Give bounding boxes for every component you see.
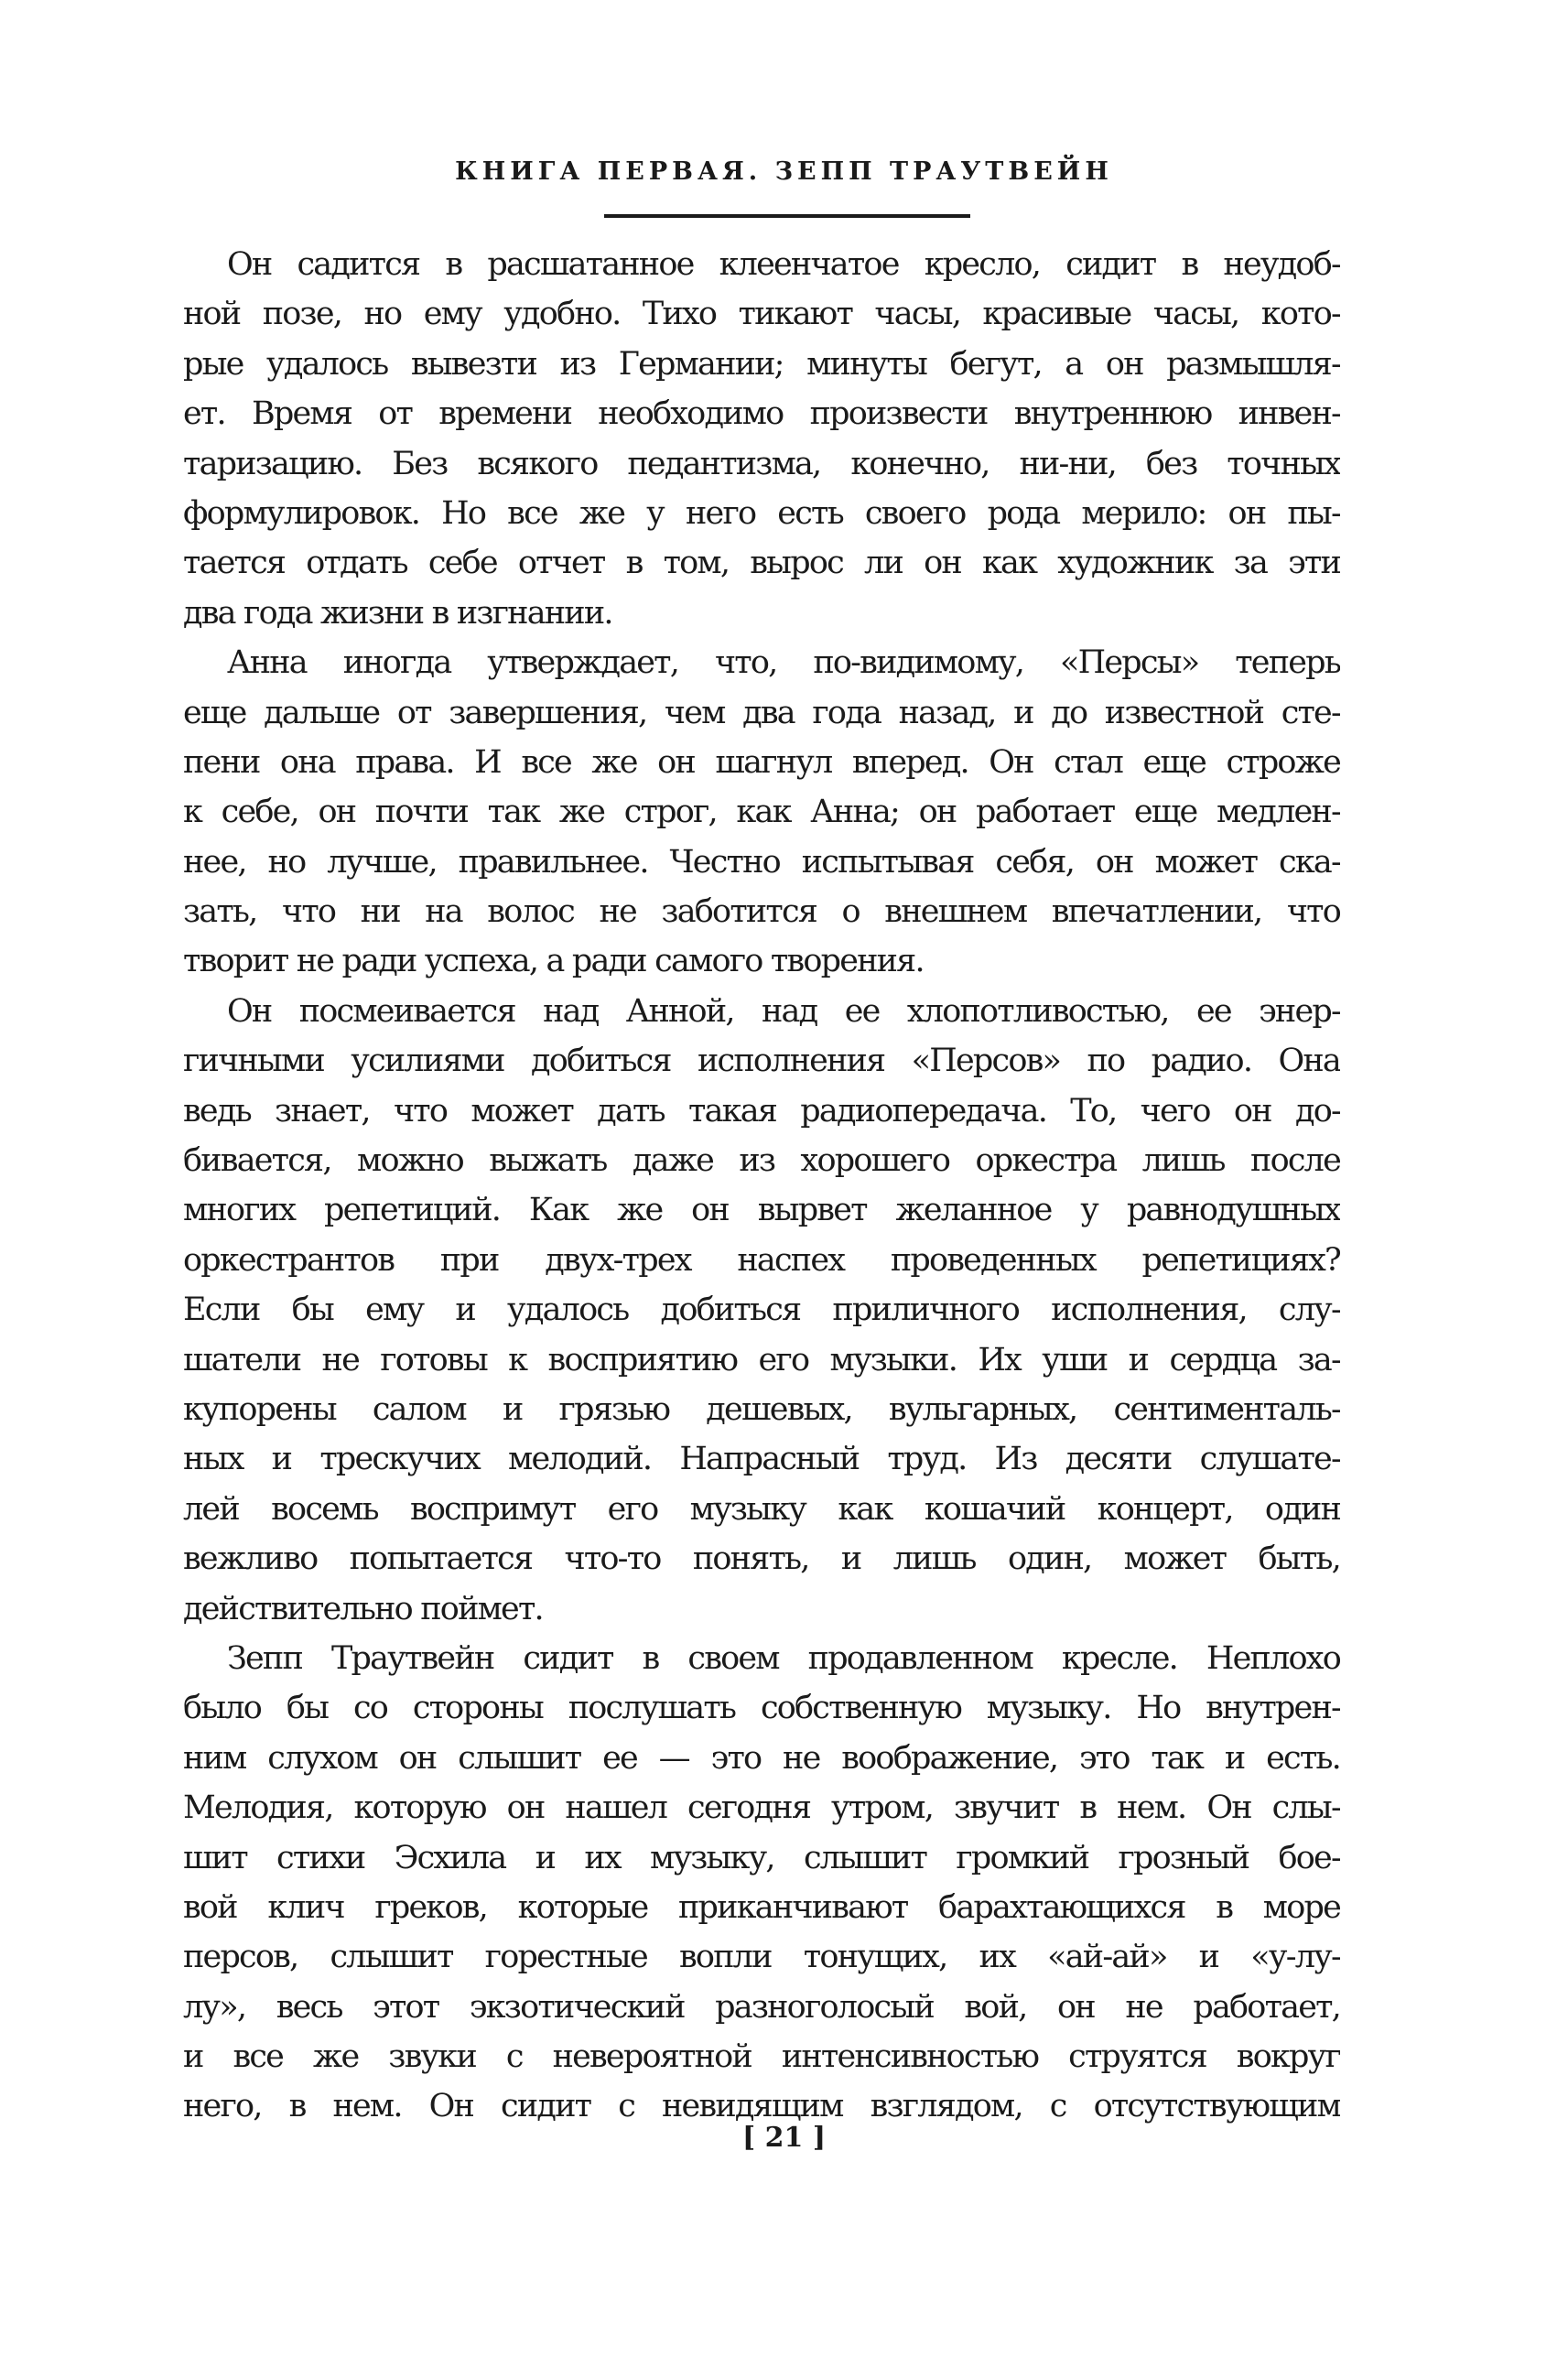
text-line: Анна иногда утверждает, что, по-видимому, «Персы» теперь xyxy=(227,644,1340,682)
text-line: еще дальше от завершения, чем два года назад, и до известной сте- xyxy=(183,694,1340,731)
text-line: гичными усилиями добиться исполнения «Персов» по радио. Она xyxy=(183,1043,1340,1080)
text-line: и все же звуки с невероятной интенсивностью струятся вокруг xyxy=(183,2038,1340,2076)
text-line: него, в нем. Он сидит с невидящим взглядом, с отсутствующим xyxy=(183,2088,1340,2125)
text-line: рые удалось вывезти из Германии; минуты бегут, а он размышля- xyxy=(183,345,1340,383)
text-line: многих репетиций. Как же он вырвет желанное у равнодушных xyxy=(183,1192,1340,1229)
text-line: вежливо попытается что-то понять, и лишь один, может быть, xyxy=(183,1540,1340,1578)
text-line: зать, что ни на волос не заботится о внешнем впечатлении, что xyxy=(183,893,1340,931)
text-line: было бы со стороны послушать собственную музыку. Но внутрен- xyxy=(183,1690,1340,1727)
text-line: творит не ради успеха, а ради самого творения. xyxy=(183,943,924,980)
text-line: ной позе, но ему удобно. Тихо тикают часы, красивые часы, кото- xyxy=(183,296,1340,333)
text-line: нее, но лучше, правильнее. Честно испытывая себя, он может ска- xyxy=(183,843,1340,881)
text-line: пени она права. И все же он шагнул вперед. Он стал еще строже xyxy=(183,743,1340,781)
paragraph xyxy=(183,240,1340,638)
text-line: персов, слышит горестные вопли тонущих, их «ай-ай» и «у-лу- xyxy=(183,1939,1340,1976)
text-line: ных и трескучих мелодий. Напрасный труд. Из десяти слушате- xyxy=(183,1441,1340,1478)
text-line: ведь знает, что может дать такая радиопередача. То, чего он до- xyxy=(183,1092,1340,1130)
paragraph xyxy=(183,638,1340,987)
body-text xyxy=(183,240,1340,2132)
text-line: лу», весь этот экзотический разноголосый вой, он не работает, xyxy=(183,1988,1340,2026)
text-line: Он садится в расшатанное клеенчатое кресло, сидит в неудоб- xyxy=(227,246,1340,283)
text-line: Зепп Траутвейн сидит в своем продавленном кресле. Неплохо xyxy=(227,1639,1340,1677)
paragraph xyxy=(183,987,1340,1634)
text-line: Он посмеивается над Анной, над ее хлопотливостью, ее энер- xyxy=(227,992,1340,1030)
text-line: два года жизни в изгнании. xyxy=(183,594,612,632)
text-line: шит стихи Эсхила и их музыку, слышит громкий грозный бое- xyxy=(183,1839,1340,1876)
text-line: ним слухом он слышит ее — это не воображение, это так и есть. xyxy=(183,1739,1340,1777)
text-line: ет. Время от времени необходимо произвести внутреннюю инвен- xyxy=(183,395,1340,433)
paragraph xyxy=(183,1634,1340,2132)
text-line: оркестрантов при двух-трех наспех проведенных репетициях? xyxy=(183,1241,1340,1279)
text-line: лей восемь воспримут его музыку как кошачий концерт, один xyxy=(183,1490,1340,1528)
text-line: действительно поймет. xyxy=(183,1590,543,1627)
running-head: КНИГА ПЕРВАЯ. ЗЕПП ТРАУТВЕЙН xyxy=(455,157,1113,186)
text-line: к себе, он почти так же строг, как Анна; он работает еще медлен- xyxy=(183,794,1340,831)
text-line: таризацию. Без всякого педантизма, конечно, ни-ни, без точных xyxy=(183,445,1340,482)
running-head-rule xyxy=(604,214,970,218)
text-line: Мелодия, которую он нашел сегодня утром, звучит в нем. Он слы- xyxy=(183,1789,1340,1827)
text-line: формулировок. Но все же у него есть своего рода мерило: он пы- xyxy=(183,494,1340,532)
text-line: Если бы ему и удалось добиться приличного исполнения, слу- xyxy=(183,1292,1340,1329)
text-line: бивается, можно выжать даже из хорошего оркестра лишь после xyxy=(183,1142,1340,1180)
text-line: вой клич греков, которые приканчивают барахтающихся в море xyxy=(183,1888,1340,1926)
text-line: тается отдать себе отчет в том, вырос ли он как художник за эти xyxy=(183,545,1340,582)
text-line: купорены салом и грязью дешевых, вульгарных, сентименталь- xyxy=(183,1390,1340,1428)
page-number: [ 21 ] xyxy=(741,2122,827,2154)
text-line: шатели не готовы к восприятию его музыки. Их уши и сердца за- xyxy=(183,1341,1340,1378)
